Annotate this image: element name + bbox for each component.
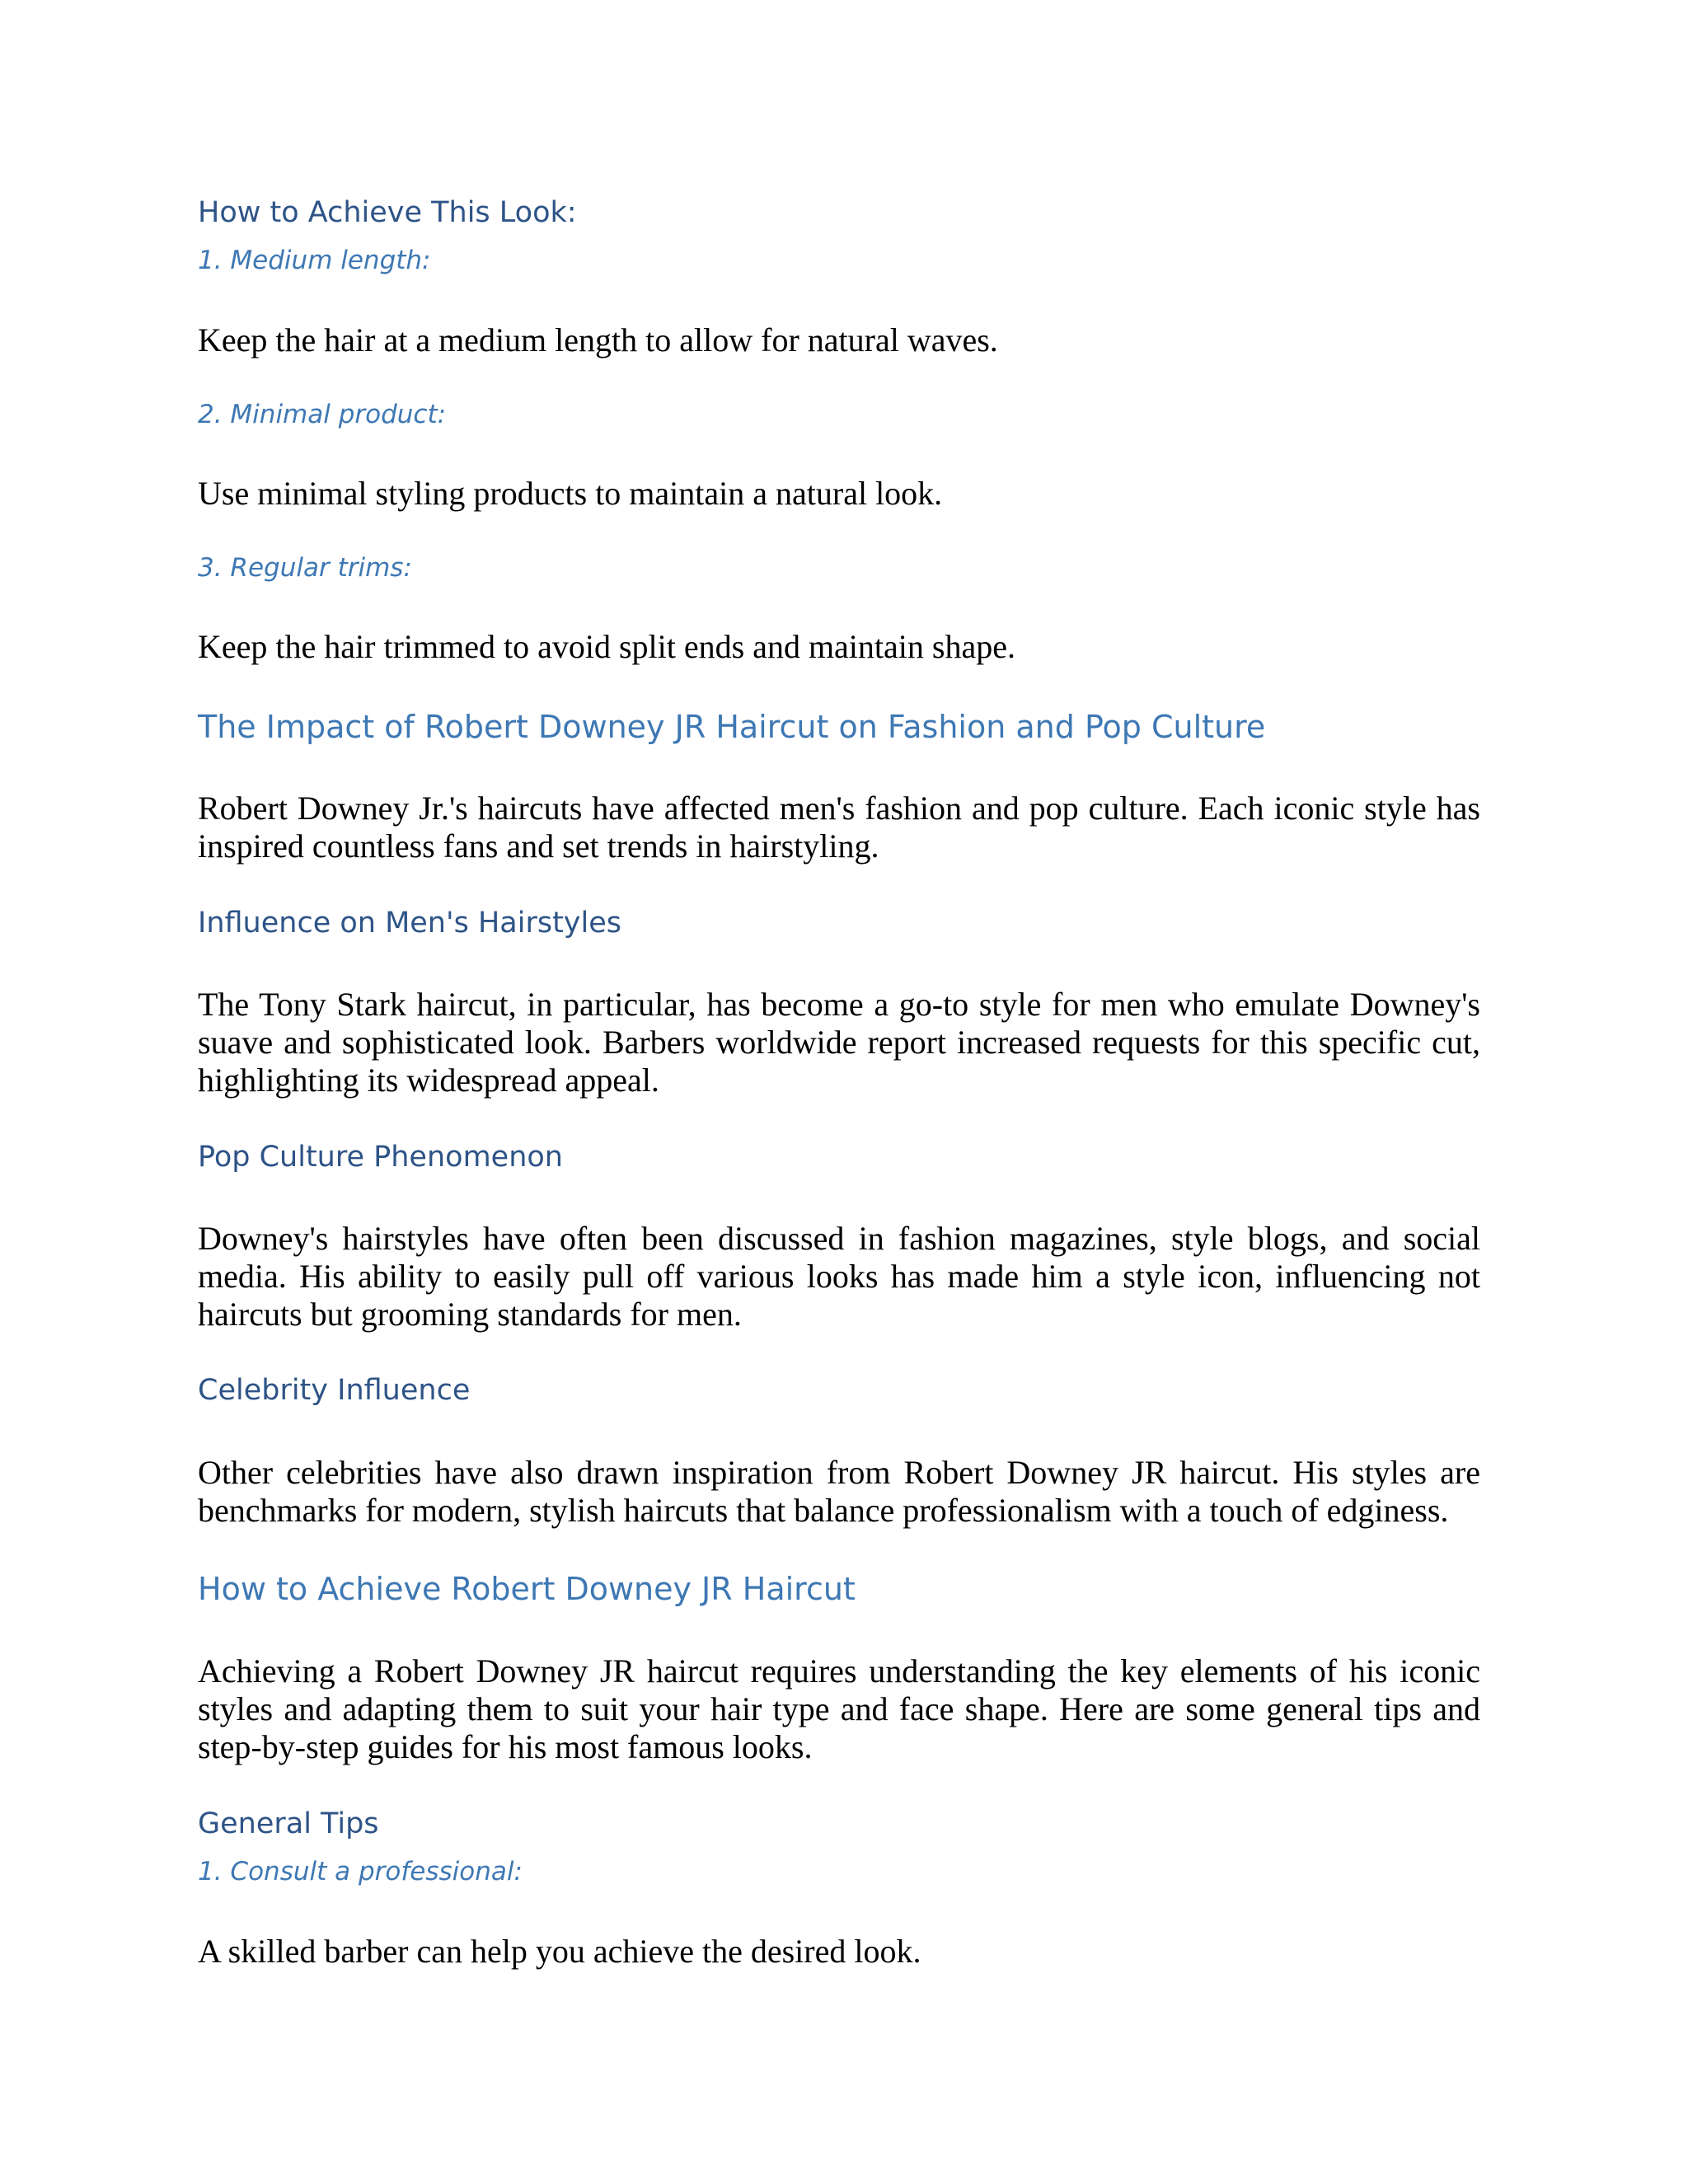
section-heading-how-to-achieve-haircut: How to Achieve Robert Downey JR Haircut [198, 1571, 856, 1607]
section-heading-how-to-achieve-look: How to Achieve This Look: [198, 196, 577, 229]
list-item-title: 3. Regular trims: [198, 553, 412, 583]
paragraph-celebrity-influence: Other celebrities have also drawn inspiration from Robert Downey JR haircut. His styles are benchmarks for modern, stylish haircuts that balance professionalism with a touch of edginess. [198, 1454, 1480, 1529]
paragraph-influence-mens-hairstyles: The Tony Stark haircut, in particular, has become a go-to style for men who emulate Downey's suave and sophisticated look. Barbers worldwide report increased requests for this specific cut, highlighting its widespread appeal. [198, 986, 1480, 1099]
subheading-influence-mens-hairstyles: Influence on Men's Hairstyles [198, 907, 622, 940]
subheading-general-tips: General Tips [198, 1807, 379, 1840]
list-item-title: 1. Medium length: [198, 246, 431, 275]
list-item-title: 1. Consult a professional: [198, 1857, 523, 1886]
section-heading-impact: The Impact of Robert Downey JR Haircut on Fashion and Pop Culture [198, 709, 1266, 745]
subheading-pop-culture-phenomenon: Pop Culture Phenomenon [198, 1141, 563, 1174]
subheading-celebrity-influence: Celebrity Influence [198, 1374, 471, 1407]
list-item-text: Use minimal styling products to maintain a natural look. [198, 475, 943, 512]
list-item-text: Keep the hair trimmed to avoid split ends and maintain shape. [198, 628, 1015, 665]
list-item-text: A skilled barber can help you achieve the desired look. [198, 1933, 921, 1970]
list-item-title: 2. Minimal product: [198, 400, 447, 429]
paragraph-impact-intro: Robert Downey Jr.'s haircuts have affected men's fashion and pop culture. Each iconic style has inspired countless fans and set trends in hairstyling. [198, 790, 1480, 865]
list-item-text: Keep the hair at a medium length to allow for natural waves. [198, 321, 998, 359]
paragraph-how-to-achieve-intro: Achieving a Robert Downey JR haircut requires understanding the key elements of his iconic styles and adapting them to suit your hair type and face shape. Here are some general tips and step-by-step guides for his most famous looks. [198, 1652, 1480, 1765]
paragraph-pop-culture-phenomenon: Downey's hairstyles have often been discussed in fashion magazines, style blogs, and social media. His ability to easily pull off various looks has made him a style icon, influencing not haircuts but grooming standards for men. [198, 1220, 1480, 1333]
